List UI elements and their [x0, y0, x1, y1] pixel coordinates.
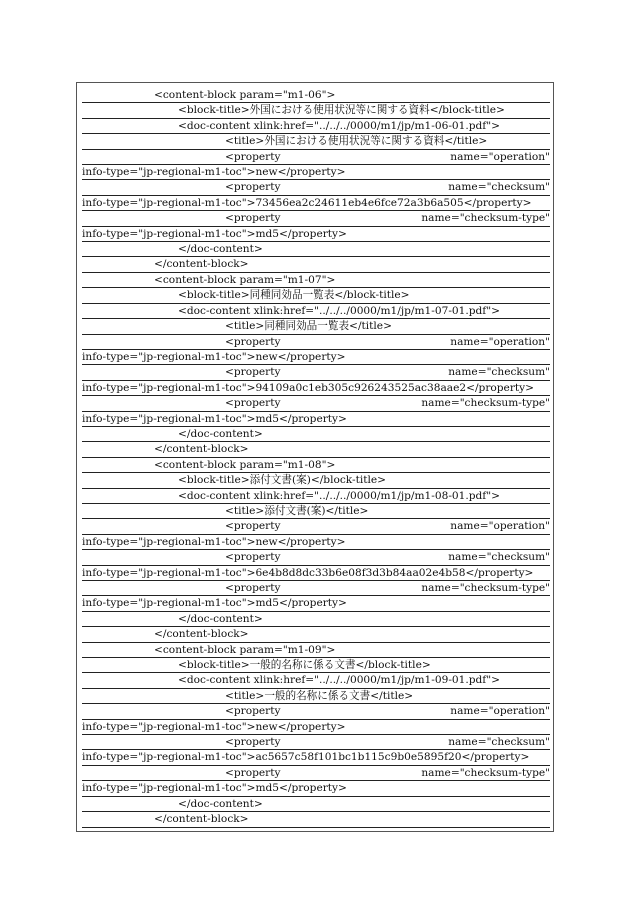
code-line-text: </content-block> — [154, 813, 249, 826]
code-line — [82, 442, 550, 457]
code-line-left: <property — [225, 705, 281, 718]
code-line — [82, 396, 550, 411]
code-line-left: <property — [225, 551, 281, 564]
code-line — [82, 196, 550, 211]
code-line — [82, 550, 550, 565]
code-line-right: name="checksum-type" — [421, 397, 550, 410]
code-line — [82, 350, 550, 365]
code-line-text: </content-block> — [154, 443, 249, 456]
code-line-left: <property — [225, 397, 281, 410]
code-line-right: name="checksum" — [448, 366, 550, 379]
code-line-text: </doc-content> — [178, 427, 263, 440]
code-line-text: <doc-content xlink:href="../../../0000/m1/jp/m1-07-01.pdf"> — [178, 304, 500, 317]
code-line — [82, 673, 550, 688]
code-line — [82, 535, 550, 550]
code-line-text: <title>添付文書(案)</title> — [225, 504, 369, 517]
code-line-text: info-type="jp-regional-m1-toc">94109a0c1eb305c926243525ac38aae2</property> — [82, 381, 535, 394]
code-line-text: <block-title>一般的名称に係る文書</block-title> — [178, 659, 431, 672]
code-line-text: <content-block param="m1-09"> — [154, 643, 336, 656]
code-line-text: <block-title>同種同効品一覧表</block-title> — [178, 289, 410, 302]
code-line-text: </content-block> — [154, 258, 249, 271]
code-line — [82, 257, 550, 272]
code-line — [82, 781, 550, 796]
code-line — [82, 627, 550, 642]
xml-listing — [82, 88, 550, 828]
code-line — [82, 812, 550, 827]
code-line-right: name="operation" — [450, 150, 550, 163]
code-line-text: <doc-content xlink:href="../../../0000/m1/jp/m1-09-01.pdf"> — [178, 674, 500, 687]
code-line-right: name="operation" — [450, 335, 550, 348]
code-line-left: <property — [225, 520, 281, 533]
code-line — [82, 119, 550, 134]
code-line-text: <doc-content xlink:href="../../../0000/m1/jp/m1-08-01.pdf"> — [178, 489, 500, 502]
code-line-text: info-type="jp-regional-m1-toc">6e4b8d8dc33b6e08f3d3b84aa02e4b58</property> — [82, 566, 534, 579]
code-line — [82, 473, 550, 488]
code-line-text: <title>外国における使用状況等に関する資料</title> — [225, 135, 488, 148]
code-line — [82, 566, 550, 581]
code-line — [82, 335, 550, 350]
code-line-text: <title>一般的名称に係る文書</title> — [225, 689, 414, 702]
code-line-text: info-type="jp-regional-m1-toc">ac5657c58f101bc1b115c9b0e5895f20</property> — [82, 751, 530, 764]
code-line — [82, 273, 550, 288]
code-line-text: info-type="jp-regional-m1-toc">md5</property> — [82, 227, 347, 240]
code-line — [82, 165, 550, 180]
code-line — [82, 150, 550, 165]
code-line-text: </content-block> — [154, 628, 249, 641]
code-line-right: name="checksum-type" — [421, 766, 550, 779]
code-line-text: <content-block param="m1-07"> — [154, 273, 336, 286]
code-line-right: name="checksum" — [448, 181, 550, 194]
code-line — [82, 797, 550, 812]
code-line-text: <doc-content xlink:href="../../../0000/m1/jp/m1-06-01.pdf"> — [178, 119, 500, 132]
code-line — [82, 288, 550, 303]
code-line — [82, 658, 550, 673]
code-line-left: <property — [225, 335, 281, 348]
code-line-text: <block-title>添付文書(案)</block-title> — [178, 474, 387, 487]
code-line — [82, 412, 550, 427]
code-line — [82, 504, 550, 519]
code-line-text: <title>同種同効品一覧表</title> — [225, 320, 392, 333]
code-line-text: <content-block param="m1-06"> — [154, 89, 336, 101]
code-line — [82, 612, 550, 627]
code-line — [82, 689, 550, 704]
code-line — [82, 365, 550, 380]
code-line — [82, 319, 550, 334]
code-line — [82, 180, 550, 195]
code-line-text: info-type="jp-regional-m1-toc">73456ea2c24611eb4e6fce72a3b6a505</property> — [82, 196, 532, 209]
code-line-text: </doc-content> — [178, 243, 263, 256]
code-line — [82, 489, 550, 504]
code-line-left: <property — [225, 766, 281, 779]
code-line-text: info-type="jp-regional-m1-toc">md5</property> — [82, 597, 347, 610]
code-line — [82, 766, 550, 781]
code-line — [82, 103, 550, 118]
code-line-left: <property — [225, 366, 281, 379]
code-line — [82, 519, 550, 534]
code-line-right: name="operation" — [450, 520, 550, 533]
code-line-left: <property — [225, 181, 281, 194]
code-line-left: <property — [225, 736, 281, 749]
code-line-right: name="checksum-type" — [421, 582, 550, 594]
code-line — [82, 596, 550, 611]
code-line-text: info-type="jp-regional-m1-toc">new</property> — [82, 720, 346, 733]
code-line-left: <property — [225, 212, 281, 225]
code-line-right: name="checksum-type" — [421, 212, 550, 225]
code-line-text: info-type="jp-regional-m1-toc">new</property> — [82, 166, 346, 179]
code-line — [82, 704, 550, 719]
code-line-right: name="checksum" — [448, 736, 550, 749]
code-line-right: name="operation" — [450, 705, 550, 718]
code-line — [82, 427, 550, 442]
code-line — [82, 227, 550, 242]
code-line-text: </doc-content> — [178, 612, 263, 625]
code-line-text: </doc-content> — [178, 797, 263, 810]
code-line — [82, 458, 550, 473]
code-line — [82, 720, 550, 735]
code-line — [82, 211, 550, 226]
code-line-text: info-type="jp-regional-m1-toc">new</property> — [82, 350, 346, 363]
code-line — [82, 381, 550, 396]
code-line-text: <content-block param="m1-08"> — [154, 458, 336, 471]
code-line — [82, 643, 550, 658]
code-line — [82, 304, 550, 319]
code-line-text: info-type="jp-regional-m1-toc">md5</property> — [82, 412, 347, 425]
code-line — [82, 735, 550, 750]
code-line — [82, 134, 550, 149]
code-line-text: info-type="jp-regional-m1-toc">md5</property> — [82, 782, 347, 795]
code-line — [82, 581, 550, 596]
code-line-right: name="checksum" — [448, 551, 550, 564]
code-line-left: <property — [225, 150, 281, 163]
code-line — [82, 88, 550, 103]
code-line — [82, 242, 550, 257]
code-line-text: info-type="jp-regional-m1-toc">new</property> — [82, 535, 346, 548]
code-line-left: <property — [225, 582, 281, 594]
code-line — [82, 750, 550, 765]
code-line-text: <block-title>外国における使用状況等に関する資料</block-title> — [178, 104, 505, 117]
